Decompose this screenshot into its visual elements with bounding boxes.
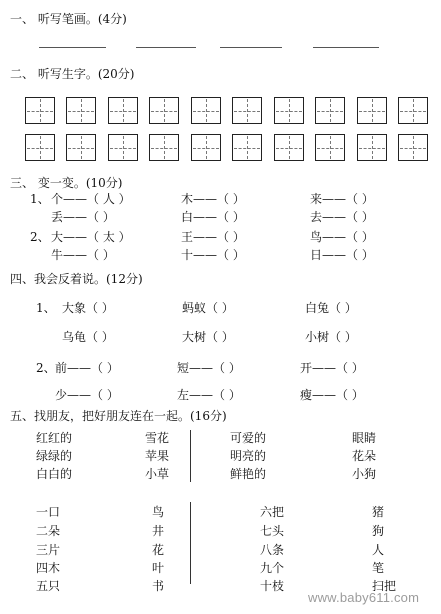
- stroke-blank-2[interactable]: [136, 47, 196, 48]
- writing-box[interactable]: [149, 97, 179, 124]
- section-3-title: 三、 变一变。(10分): [10, 176, 123, 190]
- noun-right[interactable]: 猪: [372, 505, 385, 519]
- writing-box[interactable]: [398, 134, 428, 161]
- exercise-item[interactable]: 少——（ ）: [55, 388, 119, 402]
- exercise-item[interactable]: 鸟——（ ）: [310, 230, 374, 244]
- exercise-item[interactable]: 个——（ 人 ）: [51, 192, 131, 206]
- exercise-item[interactable]: 瘦——（ ）: [300, 388, 364, 402]
- measure-word-right[interactable]: 九个: [260, 561, 285, 575]
- exercise-item[interactable]: 大象（ ）: [62, 301, 114, 315]
- writing-box[interactable]: [315, 97, 345, 124]
- stroke-blank-1[interactable]: [39, 47, 106, 48]
- group-b-divider: [190, 502, 191, 584]
- measure-word-left[interactable]: 四木: [36, 561, 61, 575]
- measure-word-left[interactable]: 三片: [36, 543, 61, 557]
- noun-left[interactable]: 井: [152, 524, 165, 538]
- exercise-item[interactable]: 日——（ ）: [310, 248, 374, 262]
- watermark: www.baby611.com: [308, 590, 420, 605]
- measure-word-right[interactable]: 七头: [260, 524, 285, 538]
- writing-box[interactable]: [398, 97, 428, 124]
- writing-box[interactable]: [108, 134, 138, 161]
- stroke-blank-3[interactable]: [220, 47, 282, 48]
- stroke-blank-4[interactable]: [313, 47, 379, 48]
- writing-box[interactable]: [108, 97, 138, 124]
- noun-left[interactable]: 叶: [152, 561, 165, 575]
- exercise-item[interactable]: 开——（ ）: [300, 361, 364, 375]
- match-word-right-target[interactable]: 花朵: [352, 449, 377, 463]
- match-word-right[interactable]: 可爱的: [230, 431, 267, 445]
- section-1-title: 一、 听写笔画。(4分): [10, 12, 127, 26]
- exercise-item[interactable]: 前——（ ）: [55, 361, 119, 375]
- writing-box[interactable]: [66, 134, 96, 161]
- writing-box[interactable]: [357, 97, 387, 124]
- writing-box[interactable]: [25, 97, 55, 124]
- match-word-left-target[interactable]: 苹果: [145, 449, 170, 463]
- section-2-title: 二、 听写生字。(20分): [10, 67, 135, 81]
- noun-left[interactable]: 花: [152, 543, 165, 557]
- match-word-left[interactable]: 绿绿的: [36, 449, 73, 463]
- exercise-item[interactable]: 木——（ ）: [181, 192, 245, 206]
- measure-word-right[interactable]: 十枝: [260, 579, 285, 593]
- section-4-title: 四、我会反着说。(12分): [10, 272, 143, 286]
- exercise-item[interactable]: 白——（ ）: [181, 210, 245, 224]
- match-word-left-target[interactable]: 雪花: [145, 431, 170, 445]
- writing-box[interactable]: [357, 134, 387, 161]
- exercise-item[interactable]: 去——（ ）: [310, 210, 374, 224]
- section-5-title: 五、找朋友，把好朋友连在一起。(16分): [10, 409, 227, 423]
- match-word-left[interactable]: 红红的: [36, 431, 73, 445]
- writing-box[interactable]: [149, 134, 179, 161]
- writing-box[interactable]: [191, 97, 221, 124]
- writing-box[interactable]: [274, 97, 304, 124]
- exercise-item[interactable]: 十——（ ）: [181, 248, 245, 262]
- exercise-item[interactable]: 牛——（ ）: [51, 248, 115, 262]
- noun-right[interactable]: 笔: [372, 561, 385, 575]
- match-word-left[interactable]: 白白的: [36, 467, 73, 481]
- item-number: 2、: [36, 361, 56, 375]
- item-number: 1、: [30, 192, 50, 206]
- noun-right[interactable]: 狗: [372, 524, 385, 538]
- noun-right[interactable]: 扫把: [372, 579, 397, 593]
- match-word-left-target[interactable]: 小草: [145, 467, 170, 481]
- exercise-item[interactable]: 大——（ 太 ）: [51, 230, 131, 244]
- exercise-item[interactable]: 小树（ ）: [305, 330, 357, 344]
- exercise-item[interactable]: 短——（ ）: [177, 361, 241, 375]
- item-number: 2、: [30, 230, 50, 244]
- exercise-item[interactable]: 左——（ ）: [177, 388, 241, 402]
- exercise-item[interactable]: 丢——（ ）: [51, 210, 115, 224]
- measure-word-left[interactable]: 五只: [36, 579, 61, 593]
- match-word-right-target[interactable]: 眼睛: [352, 431, 377, 445]
- writing-box[interactable]: [232, 134, 262, 161]
- writing-box[interactable]: [315, 134, 345, 161]
- noun-left[interactable]: 鸟: [152, 505, 165, 519]
- measure-word-left[interactable]: 一口: [36, 505, 61, 519]
- match-word-right-target[interactable]: 小狗: [352, 467, 377, 481]
- noun-right[interactable]: 人: [372, 543, 385, 557]
- exercise-item[interactable]: 白兔（ ）: [305, 301, 357, 315]
- writing-box[interactable]: [66, 97, 96, 124]
- measure-word-left[interactable]: 二朵: [36, 524, 61, 538]
- match-word-right[interactable]: 明亮的: [230, 449, 267, 463]
- measure-word-right[interactable]: 六把: [260, 505, 285, 519]
- writing-box[interactable]: [25, 134, 55, 161]
- exercise-item[interactable]: 王——（ ）: [181, 230, 245, 244]
- group-a-divider: [190, 430, 191, 482]
- exercise-item[interactable]: 来——（ ）: [310, 192, 374, 206]
- writing-box[interactable]: [191, 134, 221, 161]
- writing-box[interactable]: [232, 97, 262, 124]
- match-word-right[interactable]: 鲜艳的: [230, 467, 267, 481]
- measure-word-right[interactable]: 八条: [260, 543, 285, 557]
- item-number: 1、: [36, 301, 56, 315]
- exercise-item[interactable]: 蚂蚁（ ）: [182, 301, 234, 315]
- writing-box[interactable]: [274, 134, 304, 161]
- exercise-item[interactable]: 乌龟（ ）: [62, 330, 114, 344]
- exercise-item[interactable]: 大树（ ）: [182, 330, 234, 344]
- noun-left[interactable]: 书: [152, 579, 165, 593]
